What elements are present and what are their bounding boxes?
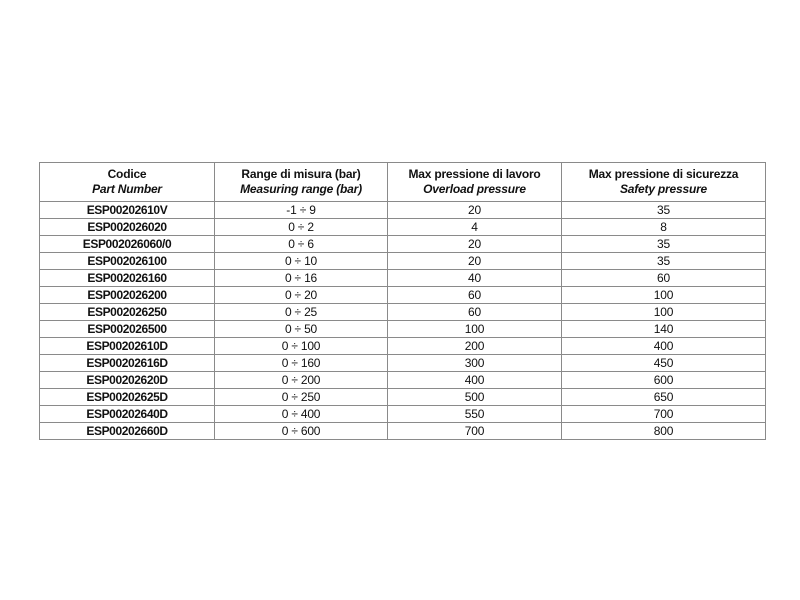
table-body: [40, 202, 766, 440]
overload-pressure-cell: 300: [388, 355, 562, 372]
header-overload-pressure-it: Max pressione di lavoro: [408, 167, 541, 181]
safety-pressure-cell: 35: [562, 202, 766, 219]
overload-pressure-cell: 20: [388, 236, 562, 253]
measuring-range-cell: 0 ÷ 200: [215, 372, 388, 389]
safety-pressure-cell: 600: [562, 372, 766, 389]
header-measuring-range-it: Range di misura (bar): [241, 167, 361, 181]
measuring-range-cell: 0 ÷ 10: [215, 253, 388, 270]
safety-pressure-cell: 100: [562, 287, 766, 304]
header-safety-pressure-it: Max pressione di sicurezza: [588, 167, 739, 181]
measuring-range-cell: 0 ÷ 16: [215, 270, 388, 287]
overload-pressure-cell: 20: [388, 202, 562, 219]
overload-pressure-cell: 400: [388, 372, 562, 389]
measuring-range-cell: -1 ÷ 9: [215, 202, 388, 219]
part-number-cell: ESP002026060/0: [40, 236, 215, 253]
table-row: [40, 253, 766, 270]
specifications-table: [39, 162, 766, 440]
safety-pressure-cell: 700: [562, 406, 766, 423]
measuring-range-cell: 0 ÷ 250: [215, 389, 388, 406]
measuring-range-cell: 0 ÷ 50: [215, 321, 388, 338]
measuring-range-cell: 0 ÷ 2: [215, 219, 388, 236]
table-row: [40, 219, 766, 236]
measuring-range-cell: 0 ÷ 6: [215, 236, 388, 253]
measuring-range-cell: 0 ÷ 100: [215, 338, 388, 355]
part-number-cell: ESP00202625D: [40, 389, 215, 406]
safety-pressure-cell: 650: [562, 389, 766, 406]
overload-pressure-cell: 20: [388, 253, 562, 270]
table-row: [40, 355, 766, 372]
part-number-cell: ESP00202620D: [40, 372, 215, 389]
table-row: [40, 406, 766, 423]
overload-pressure-cell: 550: [388, 406, 562, 423]
part-number-cell: ESP002026500: [40, 321, 215, 338]
part-number-cell: ESP002026020: [40, 219, 215, 236]
header-measuring-range-en: Measuring range (bar): [240, 182, 362, 196]
header-overload-pressure: [388, 163, 562, 202]
header-safety-pressure-en: Safety pressure: [619, 182, 708, 196]
safety-pressure-cell: 35: [562, 253, 766, 270]
part-number-cell: ESP00202616D: [40, 355, 215, 372]
measuring-range-cell: 0 ÷ 600: [215, 423, 388, 440]
header-part-number-it: Codice: [107, 167, 147, 181]
safety-pressure-cell: 8: [562, 219, 766, 236]
header-part-number: [40, 163, 215, 202]
part-number-cell: ESP00202660D: [40, 423, 215, 440]
part-number-cell: ESP002026200: [40, 287, 215, 304]
header-safety-pressure: [562, 163, 766, 202]
part-number-cell: ESP002026250: [40, 304, 215, 321]
overload-pressure-cell: 60: [388, 304, 562, 321]
table-row: [40, 338, 766, 355]
table-row: [40, 236, 766, 253]
overload-pressure-cell: 500: [388, 389, 562, 406]
header-part-number-en: Part Number: [92, 182, 162, 196]
table-row: [40, 304, 766, 321]
table-row: [40, 270, 766, 287]
part-number-cell: ESP002026100: [40, 253, 215, 270]
overload-pressure-cell: 200: [388, 338, 562, 355]
table-row: [40, 423, 766, 440]
table-row: [40, 372, 766, 389]
header-row: [40, 163, 766, 202]
overload-pressure-cell: 700: [388, 423, 562, 440]
overload-pressure-cell: 4: [388, 219, 562, 236]
part-number-cell: ESP00202610D: [40, 338, 215, 355]
table-row: [40, 202, 766, 219]
table-row: [40, 321, 766, 338]
overload-pressure-cell: 40: [388, 270, 562, 287]
safety-pressure-cell: 60: [562, 270, 766, 287]
header-measuring-range: [215, 163, 388, 202]
safety-pressure-cell: 400: [562, 338, 766, 355]
safety-pressure-cell: 35: [562, 236, 766, 253]
measuring-range-cell: 0 ÷ 400: [215, 406, 388, 423]
safety-pressure-cell: 800: [562, 423, 766, 440]
safety-pressure-cell: 100: [562, 304, 766, 321]
safety-pressure-cell: 140: [562, 321, 766, 338]
part-number-cell: ESP002026160: [40, 270, 215, 287]
part-number-cell: ESP00202640D: [40, 406, 215, 423]
safety-pressure-cell: 450: [562, 355, 766, 372]
measuring-range-cell: 0 ÷ 160: [215, 355, 388, 372]
overload-pressure-cell: 100: [388, 321, 562, 338]
measuring-range-cell: 0 ÷ 25: [215, 304, 388, 321]
table-row: [40, 287, 766, 304]
measuring-range-cell: 0 ÷ 20: [215, 287, 388, 304]
table-row: [40, 389, 766, 406]
table-header: [40, 163, 766, 202]
overload-pressure-cell: 60: [388, 287, 562, 304]
part-number-cell: ESP00202610V: [40, 202, 215, 219]
header-overload-pressure-en: Overload pressure: [423, 182, 526, 196]
